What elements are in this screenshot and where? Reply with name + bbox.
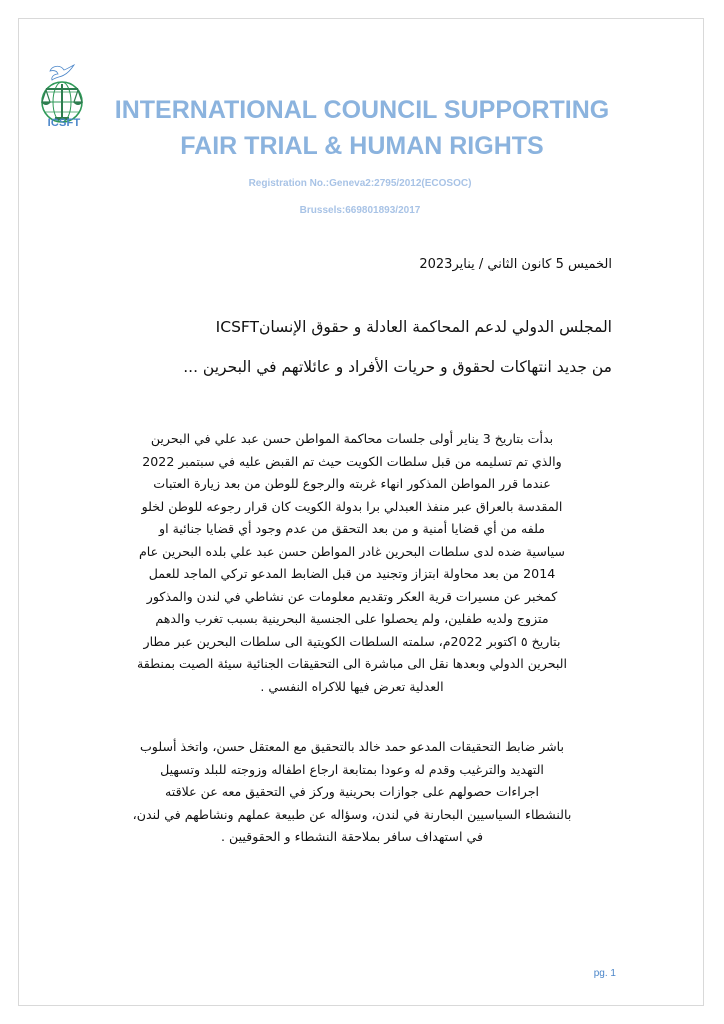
paragraph-line: والذي تم تسليمه من قبل سلطات الكويت حيث تم القبض عليه في سبتمبر 2022 <box>142 453 562 469</box>
paragraph-line: ملفه من أي قضايا أمنية و من بعد التحقق من عدم وجود أي قضايا جنائية او <box>158 521 545 536</box>
paragraph-line: البحرين الدولي وبعدها نقل الى مباشرة الى التحقيقات الجنائية سيئة الصيت بمنطقة <box>136 656 568 671</box>
paragraph-line: بدأت بتاريخ 3 يناير أولى جلسات محاكمة المواطن حسن عبد علي في البحرين <box>150 431 554 446</box>
title-line-1: INTERNATIONAL COUNCIL SUPPORTING <box>114 96 610 124</box>
headline-line-2: من جديد انتهاكات لحقوق و حريات الأفراد و عائلاتهم في البحرين ... <box>183 358 612 376</box>
paragraph-line: التهديد والترغيب وقدم له وعودا بمتابعة ارجاع اطفاله وزوجته للبلد وتسهيل <box>160 761 544 777</box>
paragraph-line: كمخبر عن مسيرات قرية العكر وتقديم معلومات عن نشاطي في لندن والمذكور <box>146 588 558 604</box>
title-line-2: FAIR TRIAL & HUMAN RIGHTS <box>180 132 544 160</box>
document-date: الخميس 5 كانون الثاني / يناير2023 <box>419 257 612 272</box>
paragraph-line: اجراءات حصولهم على جوازات بحرينية وركز في التحقيق معه عن علاقته <box>165 784 539 799</box>
paragraph-line: العدلية تعرض فيها للاكراه النفسي . <box>260 678 444 694</box>
paragraph-line: 2014 من بعد محاولة ابتزاز وتجنيد من قبل الضابط المدعو تركي الماجد للعمل <box>148 566 556 581</box>
logo-caption: ICSFT <box>47 117 81 129</box>
paragraph-line: في استهداف سافر بملاحقة النشطاء و الحقوقيين . <box>220 829 484 844</box>
paragraph-line: بالنشطاء السياسيين البحارنة في لندن، وسؤاله عن طبيعة عملهم ونشاطهم في لندن، <box>132 806 572 822</box>
paragraph-line: متزوج ولديه طفلين، ولم يحصلوا على الجنسية البحرينية بسبب تغرب والدهم <box>155 611 549 626</box>
body-paragraph-1 <box>82 428 622 698</box>
body-paragraph-2 <box>82 736 622 849</box>
page-number: pg. 1 <box>593 968 616 979</box>
paragraph-line: المقدسة بالعراق عبر منفذ العبدلي برا بدولة الكويت كان قرار رجوعه للوطن لخلو <box>141 498 563 514</box>
paragraph-line: سياسية ضده لدى سلطات البحرين غادر المواطن حسن عبد علي بلده البحرين عام <box>139 543 565 559</box>
paragraph-line: بتاريخ ٥ اكتوبر 2022م، سلمته السلطات الكويتية الى سلطات البحرين عبر مطار <box>143 633 561 649</box>
paragraph-line: عندما قرر المواطن المذكور انهاء غربته والرجوع للوطن من بعد زيارة العتبات <box>153 476 551 491</box>
paragraph-line: باشر ضابط التحقيقات المدعو حمد خالد بالتحقيق مع المعتقل حسن، واتخذ أسلوب <box>139 739 565 754</box>
registration-number: Registration No.:Geneva2:2795/2012(ECOSOC) <box>248 178 472 189</box>
organization-title <box>100 92 624 164</box>
headline-line-1: المجلس الدولي لدعم المحاكمة العادلة و حقوق الإنسانICSFT <box>215 318 612 336</box>
brussels-number: Brussels:669801893/2017 <box>299 205 421 216</box>
